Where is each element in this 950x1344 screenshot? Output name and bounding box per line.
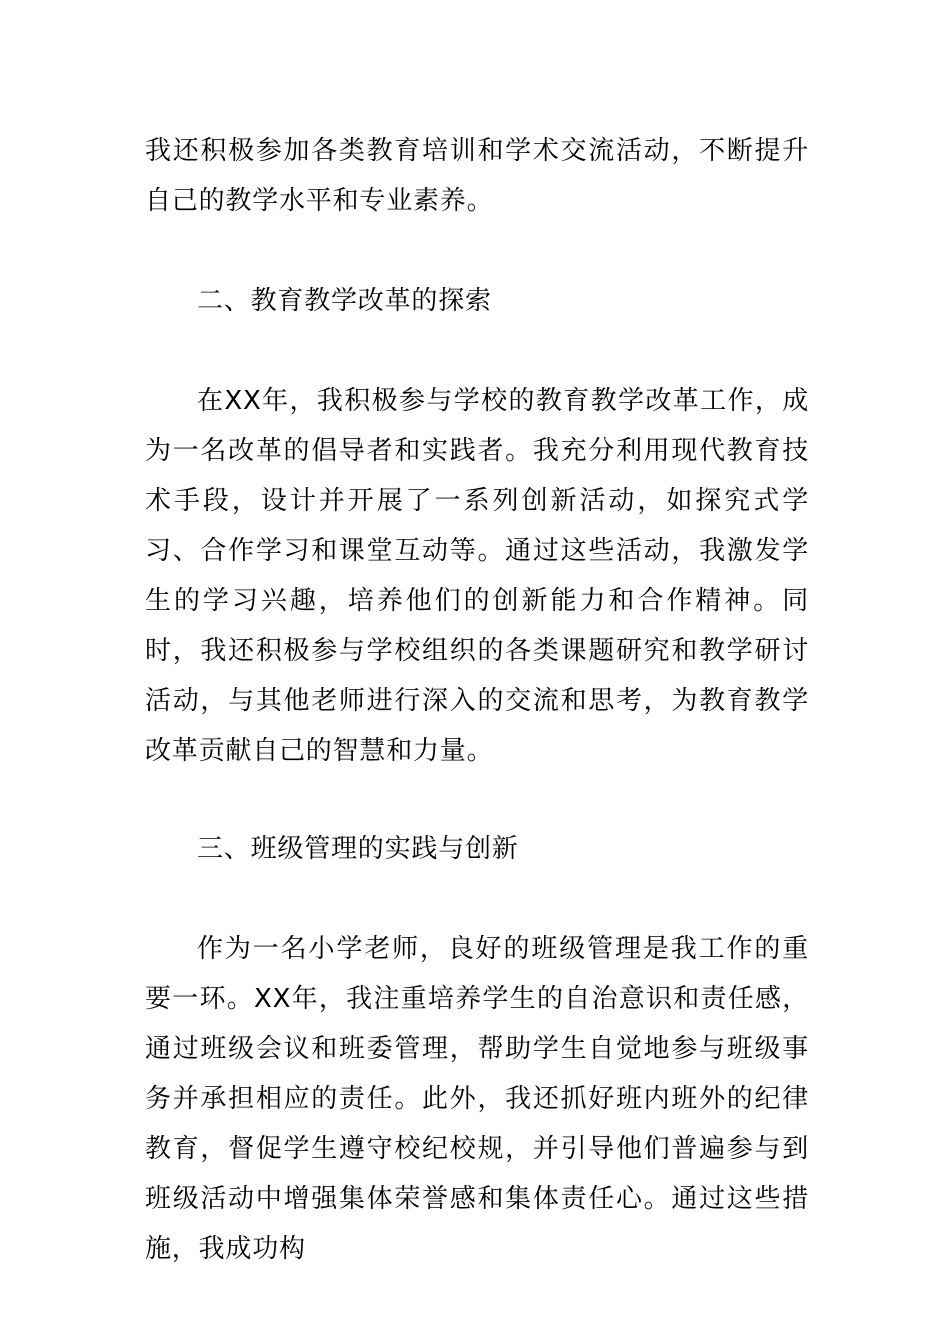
paragraph-reform: 在XX年，我积极参与学校的教育教学改革工作，成为一名改革的倡导者和实践者。我充分利用现代教育技术手段，设计并开展了一系列创新活动，如探究式学习、合作学习和课堂互动等。通过这些活动，我激发学生的学习兴趣，培养他们的创新能力和合作精神。同时，我还积极参与学校组织的各类课题研究和教学研讨活动，与其他老师进行深入的交流和思考，为教育教学改革贡献自己的智慧和力量。 xyxy=(145,386,809,766)
section-heading-reform: 二、教育教学改革的探索 xyxy=(197,286,492,316)
section-heading-class-management: 三、班级管理的实践与创新 xyxy=(197,834,519,864)
paragraph-class-management: 作为一名小学老师，良好的班级管理是我工作的重要一环。XX年，我注重培养学生的自治意识和责任感，通过班级会议和班委管理，帮助学生自觉地参与班级事务并承担相应的责任。此外，我还抓好班内班外的纪律教育，督促学生遵守校纪校规，并引导他们普遍参与到班级活动中增强集体荣誉感和集体责任心。通过这些措施，我成功构 xyxy=(145,934,809,1264)
paragraph-training: 我还积极参加各类教育培训和学术交流活动，不断提升自己的教学水平和专业素养。 xyxy=(145,136,809,216)
